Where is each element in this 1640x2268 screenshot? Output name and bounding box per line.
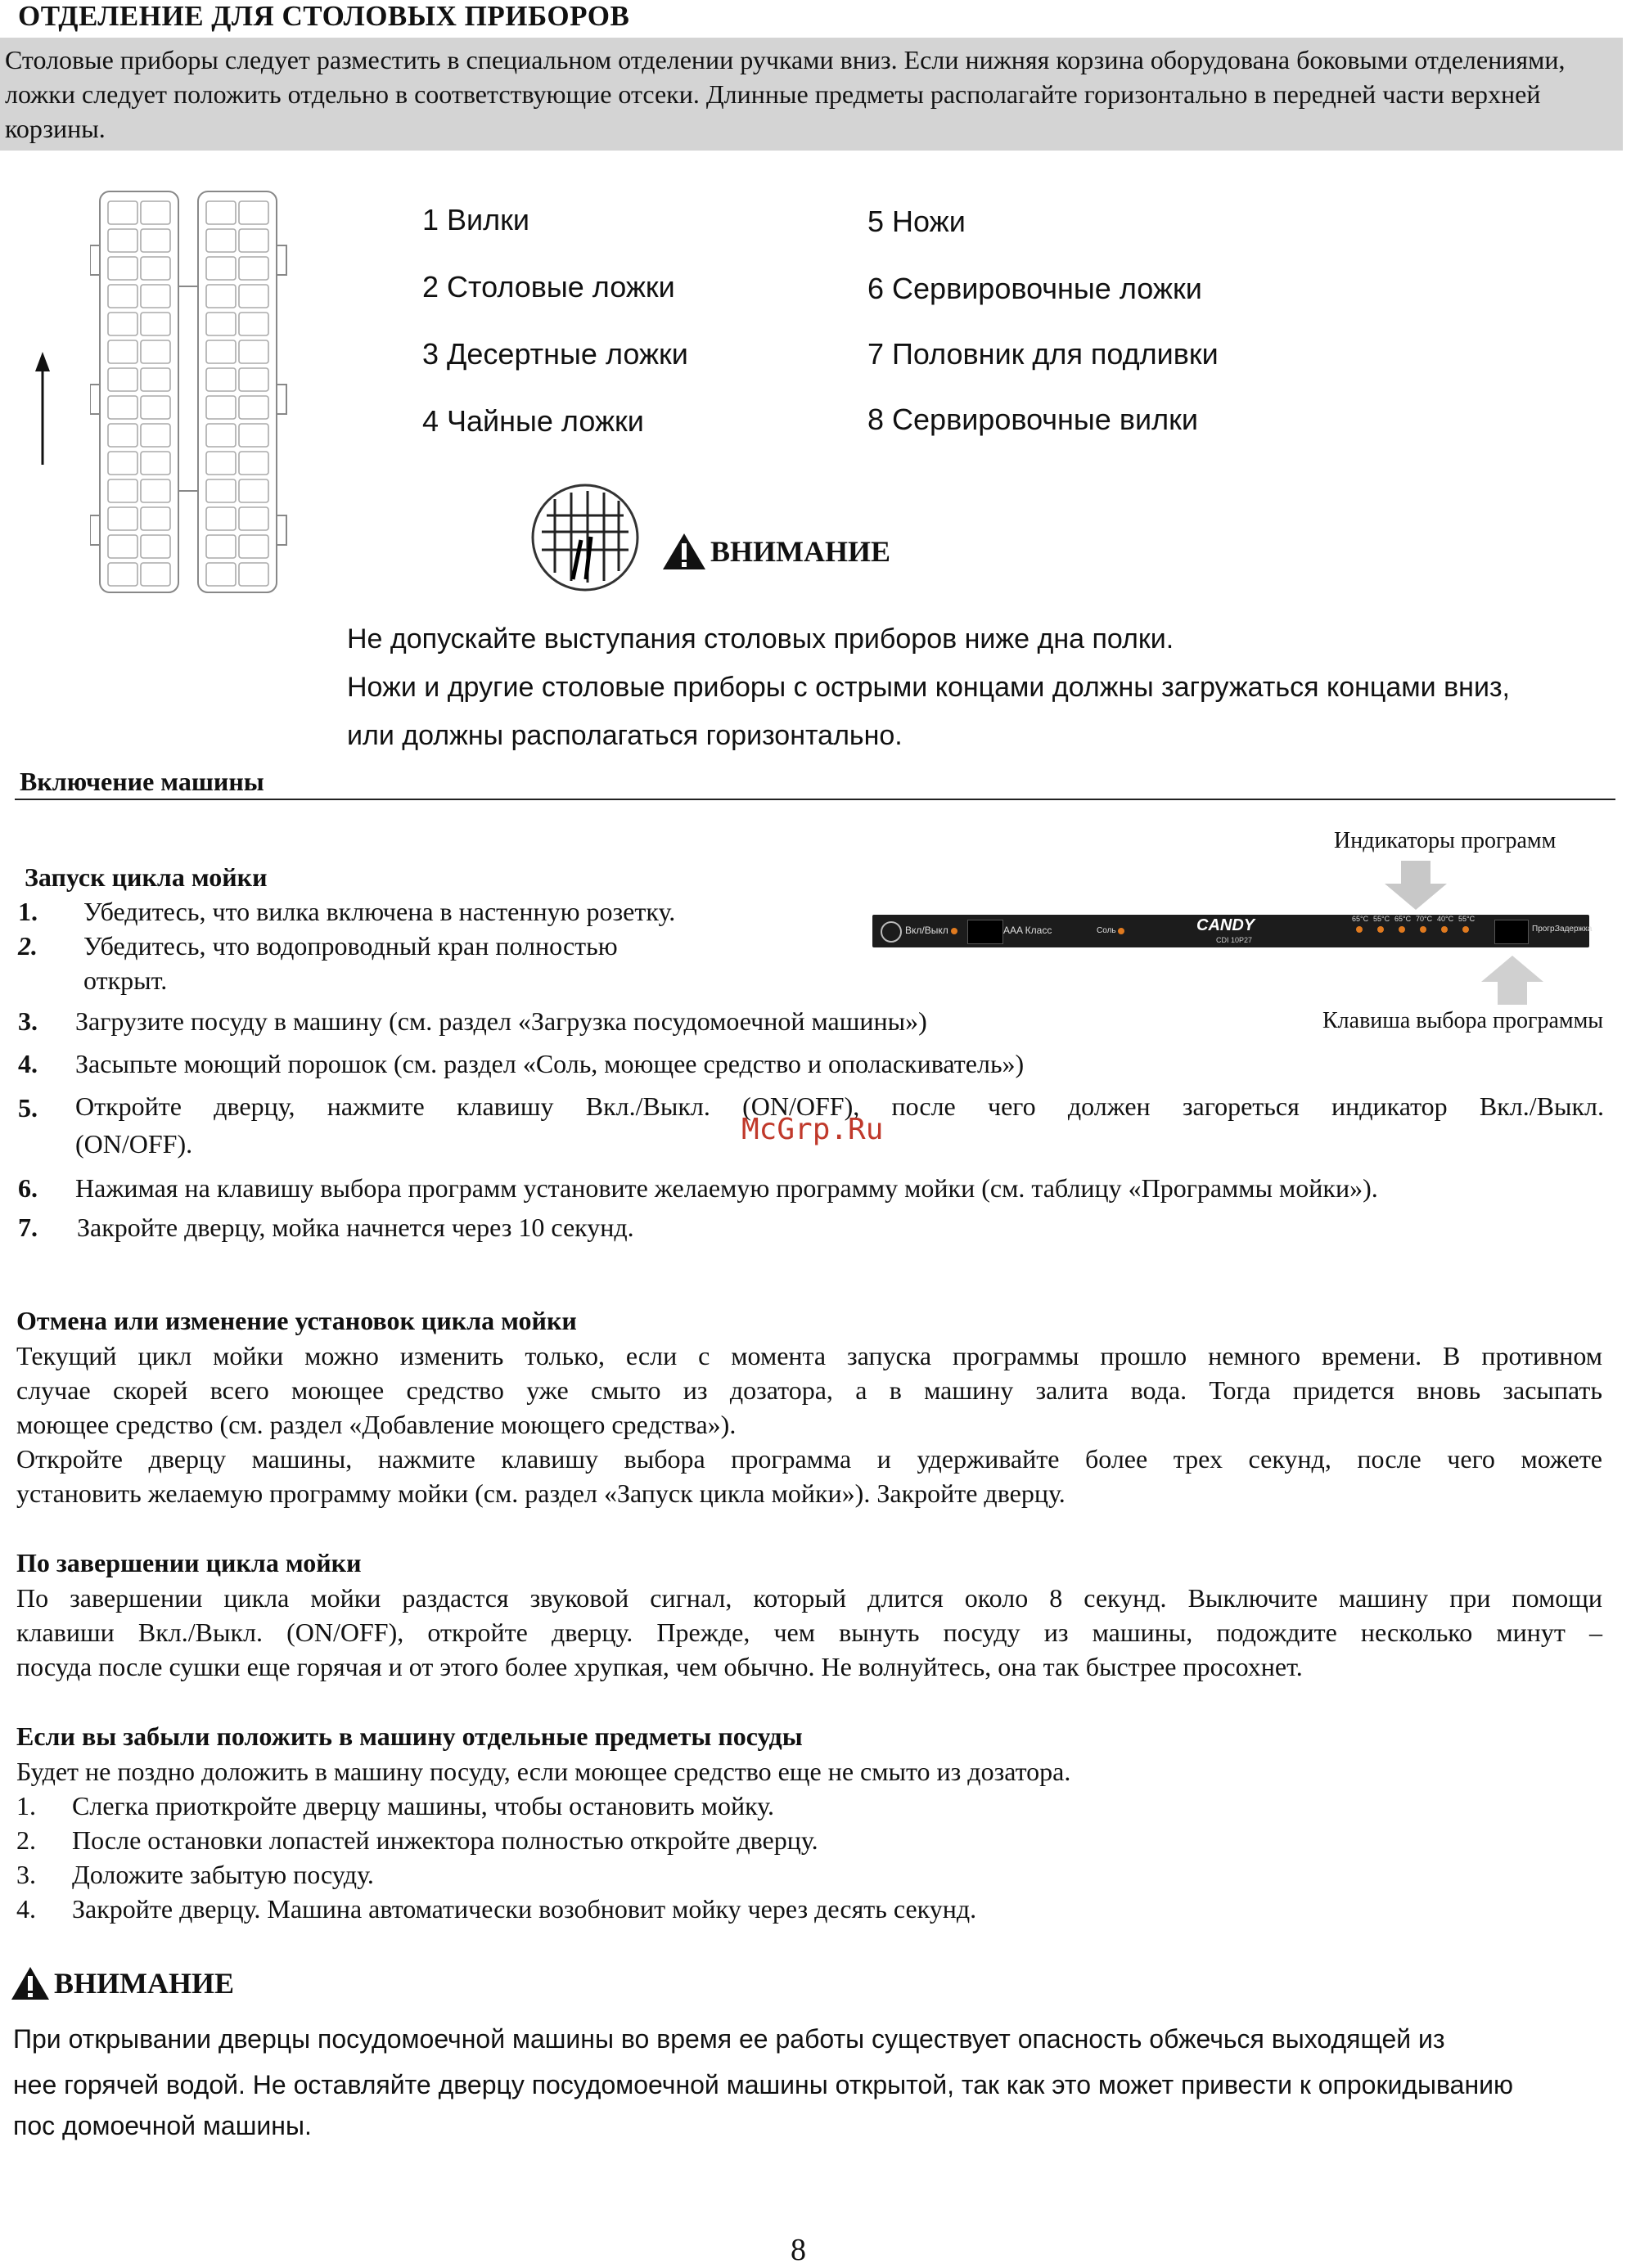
step-text: Закройте дверцу, мойка начнется через 10 секунд. [77,1213,634,1242]
program-indicator [1462,926,1469,933]
temp-label: 55°C [1373,915,1390,923]
forgot-step-number: 2. [16,1825,36,1855]
forgot-intro: Будет не поздно доложить в машину посуду, если моющее средство еще не смыто из дозатора. [16,1757,1071,1786]
step-text: открыт. [83,965,168,995]
brand-logo: CANDY [1196,916,1255,934]
forgot-step-number: 1. [16,1791,36,1820]
step-number: 6. [18,1173,38,1203]
warning-line: или должны располагаться горизонтально. [347,720,903,751]
legend-item: 6 Сервировочные ложки [867,272,1202,305]
prog-label: Прогр. [1532,925,1557,934]
bottom-warning-line: нее горячей водой. Не оставляйте дверцу посудомоечной машины открытой, так как это может привести к опрокидыванию [13,2070,1513,2099]
temp-label: 40°C [1437,915,1454,923]
cancel-line: моющее средство (см. раздел «Добавление моющего средства»). [16,1410,737,1439]
finish-line: посуда после сушки еще горячая и от этого более хрупкая, чем обычно. Не волнуйтесь, она так быстрее просохнет. [16,1652,1303,1681]
program-indicator [1356,926,1363,933]
control-panel [872,915,1593,947]
warning-label: ВНИМАНИЕ [54,1967,235,2000]
warning-line: Ножи и другие столовые приборы с острыми концами должны загружаться концами вниз, [347,672,1510,703]
section-heading-switch-on: Включение машины [20,767,264,796]
cancel-heading: Отмена или изменение установок цикла мойки [16,1306,577,1335]
warning-triangle-icon [661,532,707,571]
step-text: Нажимая на клавишу выбора программ установите желаемую программу мойки (см. таблицу «Программы мойки»). [75,1173,1378,1203]
step-number: 3. [18,1006,38,1036]
step-number: 7. [18,1213,38,1242]
legend-item: 2 Столовые ложки [422,270,675,304]
warning-line: Не допускайте выступания столовых приборов ниже дна полки. [347,623,1174,655]
cancel-line: Откройте дверцу машины, нажмите клавишу выбора программа и удерживайте более трех секунд, после чего можете [16,1444,1602,1474]
legend-item: 1 Вилки [422,203,530,236]
step-number: 2. [18,931,38,961]
program-select-key[interactable] [1494,920,1529,944]
cutlery-down-icon [530,483,640,592]
section-divider [15,799,1615,800]
delay-label: Задержка [1555,925,1593,934]
finish-line: клавиши Вкл./Выкл. (ON/OFF), откройте дверцу. Прежде, чем вынуть посуду из машины, подождите несколько минут – [16,1618,1602,1647]
temp-label: 65°C [1394,915,1412,923]
salt-label: Соль [1097,926,1116,935]
display [967,920,1003,944]
forgot-step-number: 4. [16,1894,36,1924]
legend-item: 4 Чайные ложки [422,404,644,438]
key-label: Клавиша выбора программы [1322,1008,1604,1033]
step-number: 4. [18,1049,38,1078]
step-text: Убедитесь, что вилка включена в настенную розетку. [83,897,676,926]
step-number: 5. [18,1093,38,1123]
page-number: 8 [791,2233,806,2267]
watermark: McGrp.Ru [741,1113,884,1146]
step-number: 1. [18,897,38,926]
forgot-step-text: После остановки лопастей инжектора полностью откройте дверцу. [72,1825,818,1855]
program-indicator [1377,926,1384,933]
forgot-step-text: Слегка приоткройте дверцу машины, чтобы остановить мойку. [72,1791,774,1820]
forgot-step-number: 3. [16,1860,36,1889]
step-text: Убедитесь, что водопроводный кран полностью [83,931,618,961]
temp-label: 70°C [1416,915,1433,923]
finish-heading: По завершении цикла мойки [16,1548,362,1577]
down-arrow-icon [1383,861,1449,911]
temp-label: 55°C [1458,915,1476,923]
legend-item: 5 Ножи [867,205,966,238]
program-indicator [1399,926,1405,933]
power-button[interactable] [881,921,902,943]
forgot-heading: Если вы забыли положить в машину отдельные предметы посуды [16,1721,803,1751]
step-text: Засыпьте моющий порошок (см. раздел «Соль, моющее средство и ополаскиватель») [75,1049,1025,1078]
cancel-line: случае скорей всего моющее средство уже смыто из дозатора, а в машину залита вода. Тогда придется вновь засыпать [16,1375,1602,1405]
start-heading: Запуск цикла мойки [25,862,268,892]
cancel-line: Текущий цикл мойки можно изменить только, если с момента запуска программы прошло немного времени. В противном [16,1341,1602,1370]
step-text: Загрузите посуду в машину (см. раздел «Загрузка посудомоечной машины») [75,1006,927,1036]
aaa-label: AAA Класс [1003,925,1052,936]
bottom-warning-line: пос домоечной машины. [13,2111,312,2140]
legend-item: 7 Половник для подливки [867,337,1219,371]
power-indicator [951,928,957,934]
legend-item: 8 Сервировочные вилки [867,403,1198,436]
warning-label: ВНИМАНИЕ [710,535,891,568]
cancel-line: установить желаемую программу мойки (см. раздел «Запуск цикла мойки»). Закройте дверцу. [16,1478,1066,1508]
program-indicator [1420,926,1426,933]
indicator-label: Индикаторы программ [1334,828,1557,853]
forgot-step-text: Доложите забытую посуду. [72,1860,374,1889]
warning-triangle-icon [10,1965,51,2001]
bottom-warning-heading [10,1965,234,2001]
forgot-step-text: Закройте дверцу. Машина автоматически возобновит мойку через десять секунд. [72,1894,977,1924]
salt-indicator [1118,928,1124,934]
up-arrow-icon [1480,956,1545,1006]
warning-heading [661,532,890,571]
finish-line: По завершении цикла мойки раздастся звуковой сигнал, который длится около 8 секунд. Выключите машину при помощи [16,1583,1602,1613]
power-label: Вкл/Выкл [905,925,948,936]
temp-label: 65°C [1352,915,1369,923]
legend-item: 3 Десертные ложки [422,337,688,371]
step-text: (ON/OFF). [75,1129,193,1159]
program-indicator [1441,926,1448,933]
bottom-warning-line: При открывании дверцы посудомоечной машины во время ее работы существует опасность обжечься выходящей из [13,2024,1445,2054]
section-title-cutlery: ОТДЕЛЕНИЕ ДЛЯ СТОЛОВЫХ ПРИБОРОВ [18,0,630,32]
model-label: CDI 10P27 [1216,936,1253,944]
step-text: Откройте дверцу, нажмите клавишу Вкл./Выкл. (ON/OFF), после чего должен загореться индикатор Вкл./Выкл. [75,1091,1604,1121]
cutlery-intro-text: Столовые приборы следует разместить в специальном отделении ручками вниз. Если нижняя корзина оборудована боковыми отделениями, ложки следует положить отдельно в соответствующие отсеки. Длинные предметы располагайте горизонтально в передней части верхней корзины. [5,45,1566,143]
cutlery-basket-illustration [90,188,295,597]
up-arrow-icon [33,352,52,466]
